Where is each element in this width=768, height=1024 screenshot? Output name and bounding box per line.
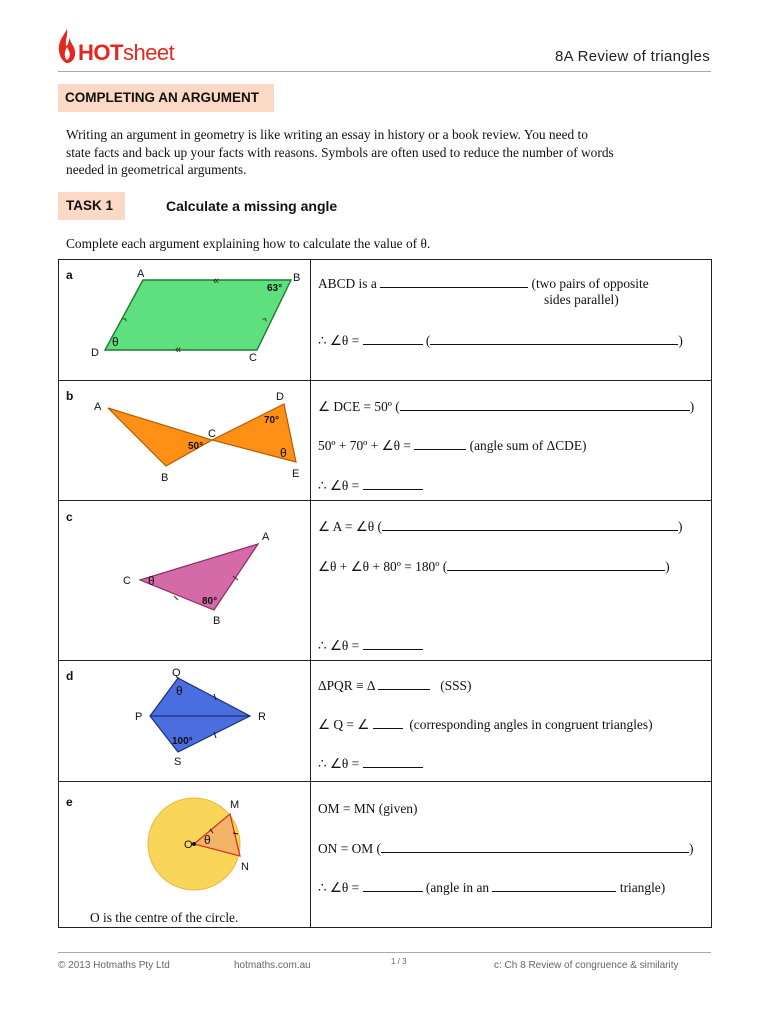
arg-text: (angle in an xyxy=(425,880,490,895)
arg-text: (corresponding angles in congruent triangles) xyxy=(409,717,653,732)
answer-blank[interactable] xyxy=(363,477,423,490)
column-divider xyxy=(310,259,311,928)
argument-e-line-2 xyxy=(318,840,693,857)
vertex-d-label: D xyxy=(276,391,284,403)
argument-c-line-3 xyxy=(318,637,423,654)
kite-figure xyxy=(130,664,280,770)
footer-page-number: 1 / 3 xyxy=(391,957,407,966)
row-label-a: a xyxy=(66,268,73,282)
row-divider xyxy=(58,380,712,381)
bowtie-triangles-figure xyxy=(88,384,310,496)
angle-50-label: 50° xyxy=(188,441,204,452)
logo-sheet-text: sheet xyxy=(122,40,175,65)
arg-text: ∠ Q = ∠ xyxy=(318,717,370,732)
arg-text: ∴ ∠θ = xyxy=(318,880,360,895)
angle-100-label: 100° xyxy=(172,736,193,747)
reason-blank[interactable] xyxy=(381,840,689,853)
arg-text: ) xyxy=(665,559,670,574)
logo-hot-text: HOT xyxy=(78,40,123,65)
argument-d-line-3 xyxy=(318,755,423,772)
vertex-e-label: E xyxy=(292,468,300,480)
intro-line-3: needed in geometrical arguments. xyxy=(66,162,247,177)
row-label-c: c xyxy=(66,510,73,524)
theta-label: θ xyxy=(148,574,155,588)
argument-a-line-2 xyxy=(318,332,683,349)
section-heading: COMPLETING AN ARGUMENT xyxy=(58,84,274,112)
theta-label: θ xyxy=(280,446,287,460)
answer-blank[interactable] xyxy=(414,437,466,450)
angle-label: 63° xyxy=(267,283,283,294)
arg-text: ) xyxy=(689,399,695,414)
arg-text: (two pairs of opposite xyxy=(531,276,649,291)
vertex-a-label: A xyxy=(262,531,270,543)
row-divider xyxy=(58,660,712,661)
figure-caption: O is the centre of the circle. xyxy=(90,910,239,925)
arg-text: ∴ ∠θ = xyxy=(318,756,360,771)
arg-text: ∠ DCE = 50º ( xyxy=(318,399,400,414)
answer-blank[interactable] xyxy=(378,677,430,690)
footer-divider xyxy=(58,952,711,953)
footer-site: hotmaths.com.au xyxy=(234,960,311,971)
arg-text: ∴ ∠θ = xyxy=(318,638,360,653)
vertex-r-label: R xyxy=(258,711,266,723)
arg-text: (angle sum of ΔCDE) xyxy=(469,438,587,453)
reason-blank[interactable] xyxy=(430,332,678,345)
arg-text: ) xyxy=(688,841,694,856)
row-divider xyxy=(58,500,712,501)
arg-text: ) xyxy=(678,519,683,534)
arg-text: (SSS) xyxy=(440,678,472,693)
vertex-d-label: D xyxy=(91,347,99,359)
vertex-p-label: P xyxy=(135,711,143,723)
arg-text: ∠θ + ∠θ + 80º = 180º ( xyxy=(318,559,448,574)
intro-paragraph xyxy=(66,126,712,179)
answer-blank[interactable] xyxy=(363,879,423,892)
arg-text: ∠ A = ∠θ ( xyxy=(318,519,383,534)
arg-text: ON = OM ( xyxy=(318,841,381,856)
vertex-a-label: A xyxy=(94,401,102,413)
theta-label: θ xyxy=(112,335,119,349)
arg-text: ΔPQR ≡ Δ xyxy=(318,678,375,693)
row-divider xyxy=(58,781,712,782)
intro-line-2: state facts and back up your facts with reasons. Symbols are often used to reduce the number of words xyxy=(66,144,614,160)
header-divider xyxy=(58,71,711,72)
row-label-e: e xyxy=(66,795,73,809)
answer-blank[interactable] xyxy=(373,716,403,729)
row-label-d: d xyxy=(66,669,74,683)
answer-blank[interactable] xyxy=(492,879,616,892)
argument-c-line-2 xyxy=(318,558,670,575)
hotsheet-logo xyxy=(78,40,174,66)
argument-b-line-1 xyxy=(318,398,694,415)
arg-text: ∴ ∠θ = xyxy=(318,478,360,493)
svg-text:›: › xyxy=(118,314,131,324)
task-instruction: Complete each argument explaining how to calculate the value of θ. xyxy=(66,236,431,251)
svg-text:«: « xyxy=(175,344,182,356)
centre-o-label: O xyxy=(184,839,193,851)
page-title: 8A Review of triangles xyxy=(554,48,710,65)
reason-blank[interactable] xyxy=(447,558,665,571)
svg-text:«: « xyxy=(213,275,220,287)
argument-a-line-1-cont: sides parallel) xyxy=(544,292,619,307)
footer-chapter: c: Ch 8 Review of congruence & similarity xyxy=(494,960,679,971)
vertex-b-label: B xyxy=(293,272,301,284)
vertex-b-label: B xyxy=(161,472,169,484)
argument-d-line-1 xyxy=(318,677,471,694)
arg-text: ( xyxy=(425,333,431,348)
answer-blank[interactable] xyxy=(363,755,423,768)
argument-e-line-1: OM = MN (given) xyxy=(318,801,418,816)
hotsheet-logo-flame-icon xyxy=(55,27,79,65)
vertex-s-label: S xyxy=(174,756,182,768)
intro-line-1: Writing an argument in geometry is like writing an essay in history or a book review. You need to xyxy=(66,127,588,142)
row-label-b: b xyxy=(66,389,74,403)
parallelogram-figure xyxy=(85,262,307,370)
answer-blank[interactable] xyxy=(363,332,423,345)
task-badge: TASK 1 xyxy=(58,192,125,220)
vertex-q-label: Q xyxy=(172,667,181,679)
answer-blank[interactable] xyxy=(380,275,528,288)
arg-text: triangle) xyxy=(619,880,666,895)
argument-c-line-1 xyxy=(318,518,683,535)
svg-text:›: › xyxy=(258,314,271,324)
argument-d-line-2 xyxy=(318,716,653,733)
angle-70-label: 70° xyxy=(264,415,280,426)
vertex-c-label: C xyxy=(249,352,257,364)
arg-text: ) xyxy=(678,333,683,348)
vertex-m-label: M xyxy=(230,799,240,811)
vertex-n-label: N xyxy=(241,861,249,873)
theta-label: θ xyxy=(176,684,183,698)
arg-text: 50º + 70º + ∠θ = xyxy=(318,438,411,453)
reason-blank[interactable] xyxy=(382,518,678,531)
task-title: Calculate a missing angle xyxy=(166,198,338,214)
argument-b-line-3 xyxy=(318,477,423,494)
vertex-c-label: C xyxy=(123,575,131,587)
circle-triangle-figure xyxy=(140,790,260,910)
vertex-c-label: C xyxy=(208,428,216,440)
argument-b-line-2 xyxy=(318,437,586,454)
angle-80-label: 80° xyxy=(202,596,218,607)
answer-blank[interactable] xyxy=(363,637,423,650)
argument-a-line-1 xyxy=(318,275,649,292)
vertex-b-label: B xyxy=(213,615,221,627)
arg-text: ∴ ∠θ = xyxy=(318,333,360,348)
arg-text: ABCD is a xyxy=(318,276,377,291)
isosceles-triangle-figure xyxy=(118,524,288,632)
reason-blank[interactable] xyxy=(400,398,690,411)
argument-e-line-3 xyxy=(318,879,665,896)
vertex-a-label: A xyxy=(137,268,145,280)
theta-label: θ xyxy=(204,833,211,847)
footer-copyright: © 2013 Hotmaths Pty Ltd xyxy=(58,960,170,971)
